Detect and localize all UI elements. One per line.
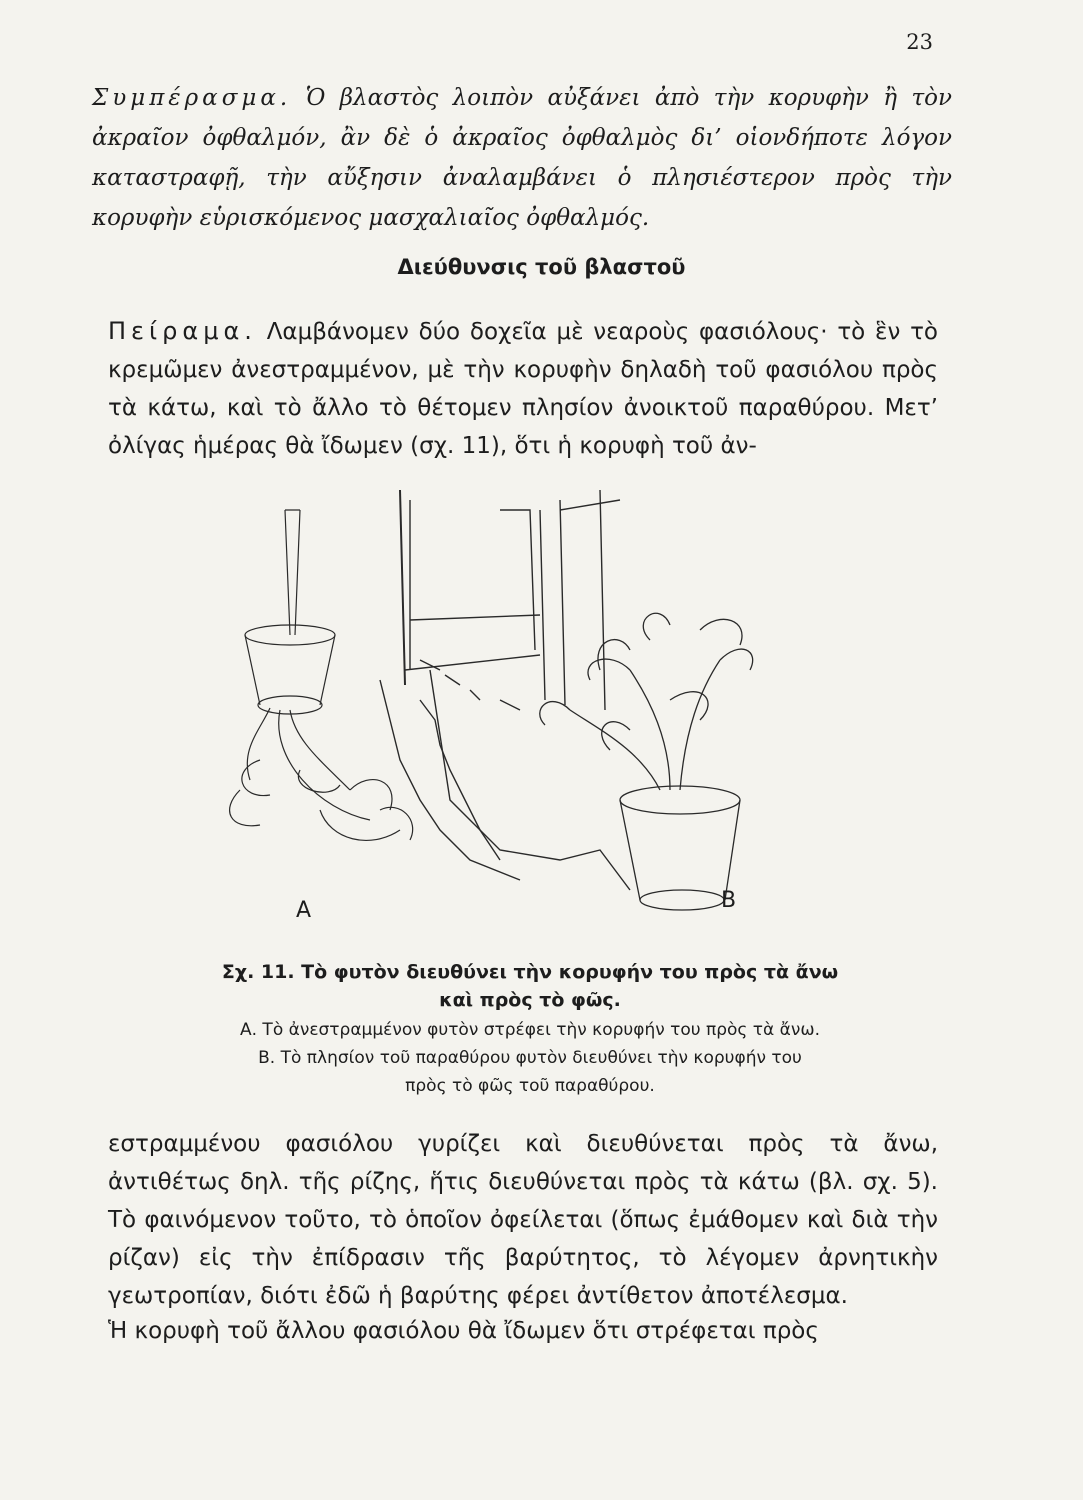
page-number: 23 <box>906 30 933 54</box>
continuation-last-line: Ἡ κορυφὴ τοῦ ἄλλου φασιόλου θὰ ἴδωμεν ὅτι στρέφεται πρὸς <box>108 1318 819 1344</box>
figure-label-b: B <box>721 888 737 913</box>
continuation-paragraph <box>108 1125 938 1315</box>
conclusion-text: Ὁ βλαστὸς λοιπὸν αὐξάνει ἀπὸ τὴν κορυφὴν ἢ τὸν ἀκραῖον ὀφθαλμόν, ἂν δὲ ὁ ἀκραῖος ὀφθαλμὸς δι’ οἱονδήποτε λόγον καταστραφῇ, τὴν αὔξησιν ἀναλαμβάνει ὁ πλησιέστερον πρὸς τὴν κορυφὴν εὑρισκόμενος μασχαλιαῖος ὀφθαλμός. <box>92 85 953 231</box>
figure-caption-title: Σχ. 11. Τὸ φυτὸν διευθύνει τὴν κορυφήν του πρὸς τὰ ἄνω καὶ πρὸς τὸ φῶς. <box>221 961 839 1011</box>
figure-label-a: A <box>296 898 312 923</box>
experiment-lead: Πείραμα. <box>108 317 257 345</box>
experiment-paragraph <box>108 312 938 465</box>
conclusion-lead: Συμπέρασμα. <box>92 85 292 111</box>
window-drawing <box>380 490 630 890</box>
figure-caption-body: Α. Τὸ ἀνεστραμμένον φυτὸν στρέφει τὴν κορυφήν του πρὸς τὰ ἄνω. Β. Τὸ πλησίον τοῦ παραθύρου φυτὸν διευθύνει τὴν κορυφήν του πρὸς τὸ φῶς τοῦ παραθύρου. <box>240 1020 820 1096</box>
continuation-text: εστραμμένου φασιόλου γυρίζει καὶ διευθύνεται πρὸς τὰ ἄνω, ἀντιθέτως δηλ. τῆς ρίζης, ἥτις διευθύνεται πρὸς τὰ κάτω (βλ. σχ. 5). Τὸ φαινόμενον τοῦτο, τὸ ὁποῖον ὀφείλεται (ὅπως ἐμάθομεν καὶ διὰ τὴν ρίζαν) εἰς τὴν ἐπίδρασιν τῆς βαρύτητος, τὸ λέγομεν ἀρνητικὴν γεωτροπίαν, διότι ἐδῶ ἡ βαρύτης φέρει ἀντίθετον ἀποτέλεσμα. <box>108 1131 938 1309</box>
plant-illustration <box>200 470 840 920</box>
conclusion-paragraph <box>92 78 952 238</box>
window-pot-b <box>540 613 753 910</box>
hanging-pot-a <box>230 510 413 840</box>
experiment-text: Λαμβάνομεν δύο δοχεῖα μὲ νεαροὺς φασιόλους· τὸ ἓν τὸ κρεμῶμεν ἀνεστραμμένον, μὲ τὴν κορυφὴν δηλαδὴ τοῦ φασιόλου πρὸς τὰ κάτω, καὶ τὸ ἄλλο τὸ θέτομεν πλησίον ἀνοικτοῦ παραθύρου. Μετ’ ὀλίγας ἡμέρας θὰ ἴδωμεν (σχ. 11), ὅτι ἡ κορυφὴ τοῦ ἀν- <box>108 319 938 459</box>
section-heading: Διεύθυνσις τοῦ βλαστοῦ <box>397 255 686 279</box>
